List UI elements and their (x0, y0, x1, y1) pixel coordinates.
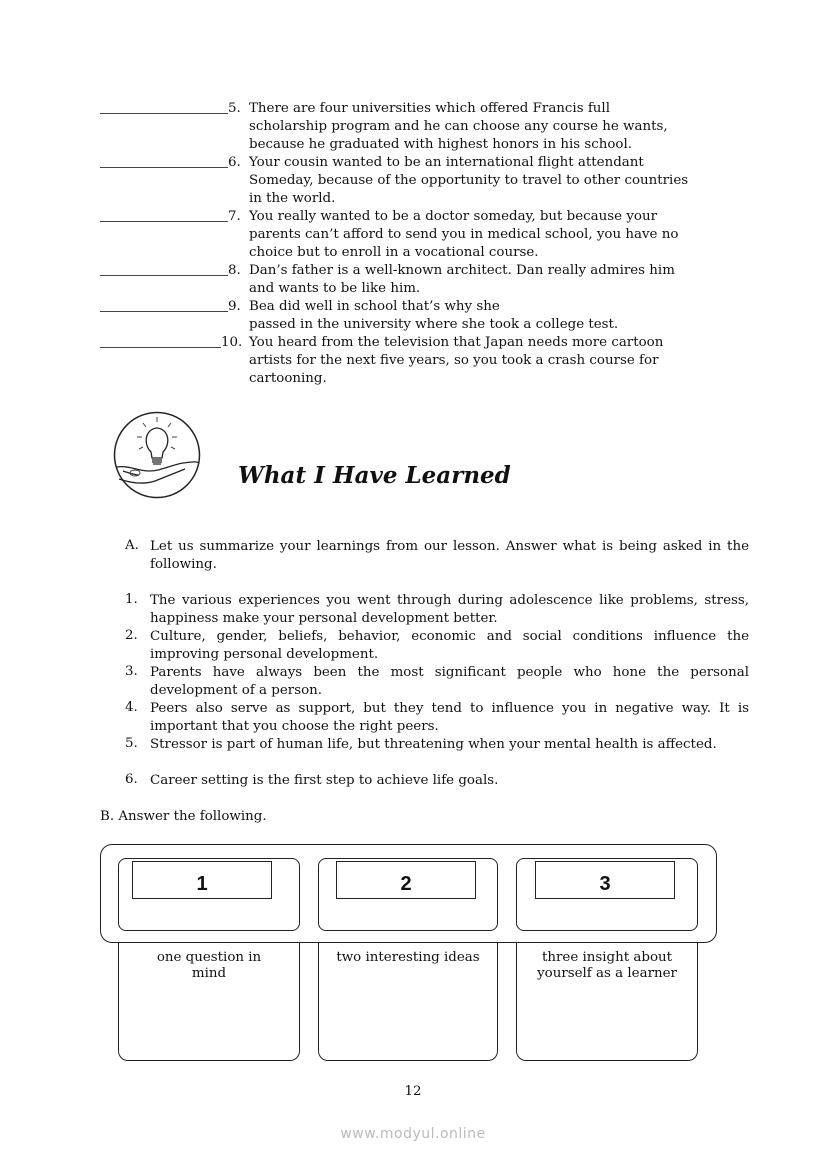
answer-blank[interactable] (100, 154, 228, 168)
question-item (100, 208, 740, 262)
item-text: You heard from the television that Japan needs more cartoon artists for the next five years, so you took a crash course for cartooning. (249, 335, 664, 386)
statement-number: 1. (125, 592, 138, 607)
answer-blank[interactable] (100, 100, 228, 114)
item-text: Dan’s father is a well-known architect. Dan really admires him and wants to be like him. (249, 263, 675, 296)
box-number: 3 (535, 861, 675, 899)
answer-blank[interactable] (100, 298, 228, 312)
statement: Peers also serve as support, but they tend to influence you in negative way. It is important that you choose the right peers. (150, 701, 749, 734)
item-number: 5. (228, 101, 241, 116)
statement-number: 5. (125, 736, 138, 751)
page-number: 12 (404, 1084, 422, 1099)
statement-number: 3. (125, 664, 138, 679)
answer-box-insights[interactable] (516, 942, 698, 1061)
item-number: 6. (228, 155, 241, 170)
box-number: 1 (132, 861, 272, 899)
box-number: 2 (336, 861, 476, 899)
item-text: There are four universities which offered Francis full scholarship program and he can choose any course he wants, because he graduated with highest honors in his school. (249, 101, 668, 152)
statement-number: 6. (125, 772, 138, 787)
lightbulb-hand-icon (113, 411, 201, 499)
watermark: www.modyul.online (340, 1126, 486, 1142)
item-text: Your cousin wanted to be an international flight attendant Someday, because of the opportunity to travel to other countries in the world. (249, 155, 689, 206)
question-item (100, 262, 740, 298)
answer-box-question[interactable] (118, 942, 300, 1061)
part-a-label: A. (125, 538, 139, 553)
statement: The various experiences you went through during adolescence like problems, stress, happiness make your personal development better. (150, 593, 749, 626)
question-item (100, 334, 740, 388)
section-title: What I Have Learned (238, 462, 511, 489)
item-text: You really wanted to be a doctor someday, but because your parents can’t afford to send you in medical school, you have no choice but to enroll in a vocational course. (249, 209, 679, 260)
question-item (100, 100, 740, 154)
item-number: 8. (228, 263, 241, 278)
answer-blank[interactable] (100, 208, 228, 222)
item-number: 7. (228, 209, 241, 224)
statement: Parents have always been the most significant people who hone the personal development of a person. (150, 665, 749, 698)
box-label: one question in mind (156, 950, 262, 981)
statement-number: 4. (125, 700, 138, 715)
question-item (100, 154, 740, 208)
question-item (100, 298, 740, 334)
box-label: two interesting ideas (336, 950, 480, 965)
item-number: 9. (228, 299, 241, 314)
box-label: three insight about yourself as a learner (537, 950, 677, 981)
statement: Culture, gender, beliefs, behavior, economic and social conditions influence the improving personal development. (150, 629, 749, 662)
part-a-instructions: Let us summarize your learnings from our lesson. Answer what is being asked in the following. (150, 539, 749, 572)
statement-number: 2. (125, 628, 138, 643)
item-text: Bea did well in school that’s why she passed in the university where she took a college test. (249, 299, 619, 332)
statement: Career setting is the first step to achieve life goals. (150, 773, 499, 788)
answer-blank[interactable] (100, 334, 221, 348)
answer-blank[interactable] (100, 262, 228, 276)
answer-box-ideas[interactable] (318, 942, 498, 1061)
part-b-instructions: B. Answer the following. (100, 809, 267, 824)
item-number: 10. (221, 335, 243, 350)
statement: Stressor is part of human life, but threatening when your mental health is affected. (150, 737, 717, 752)
